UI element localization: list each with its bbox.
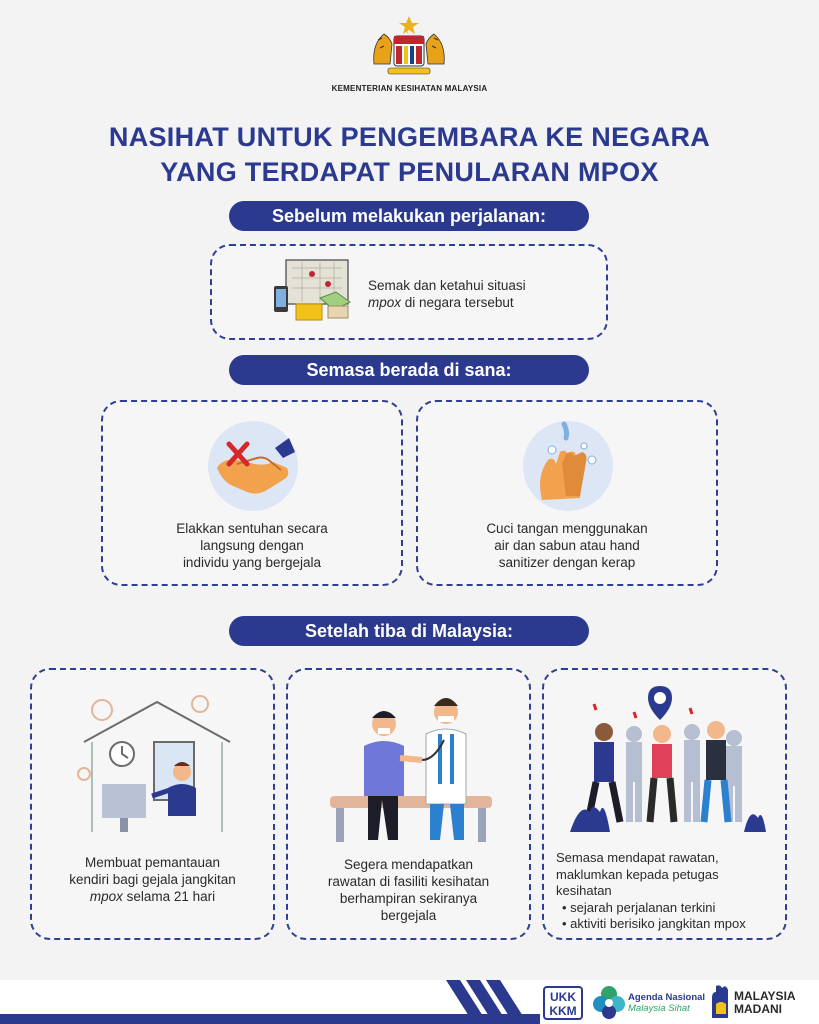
section-during-header: Semasa berada di sana: (229, 355, 589, 385)
seek-treatment-text (288, 856, 529, 924)
agenda-line-2: Malaysia Sihat (628, 1003, 690, 1014)
map-phone-icon (268, 256, 358, 328)
page-title (0, 120, 819, 190)
footer-stripes (446, 980, 546, 1024)
card-self-monitor (30, 668, 275, 940)
coat-of-arms-icon (368, 14, 450, 78)
check-line-2 (368, 294, 526, 311)
agenda-flower-icon (592, 984, 626, 1020)
agenda-nasional-logo (628, 992, 705, 1014)
doctor-patient-icon (326, 688, 496, 844)
crowd-icon (564, 682, 770, 840)
check-line-1: Semak dan ketahui situasi (368, 278, 526, 293)
wash-line-2: air dan sabun atau hand (494, 538, 640, 553)
mpox-em: mpox (368, 295, 402, 310)
ukk-text: UKK (550, 990, 576, 1004)
bullet-2-text: aktiviti berisiko jangkitan mpox (570, 916, 746, 931)
seek-line-1: Segera mendapatkan (343, 857, 474, 872)
ministry-name: KEMENTERIAN KESIHATAN MALAYSIA (331, 84, 488, 93)
card-check-situation (210, 244, 608, 340)
wash-line-3: sanitizer dengan kerap (498, 555, 636, 570)
monitor-line-2: kendiri bagi gejala jangkitan (69, 872, 236, 887)
avoid-line-3: individu yang bergejala (182, 555, 322, 570)
wash-hands-text (418, 520, 716, 571)
avoid-line-1: Elakkan sentuhan secara (176, 521, 328, 536)
madani-line-1: MALAYSIA (734, 989, 796, 1003)
malaysia-madani-logo (734, 990, 796, 1016)
seek-line-4: bergejala (380, 908, 437, 923)
monitor-line-1: Membuat pemantauan (84, 855, 221, 870)
section-before-header: Sebelum melakukan perjalanan: (229, 201, 589, 231)
avoid-line-2: langsung dengan (200, 538, 304, 553)
section-after-header: Setelah tiba di Malaysia: (229, 616, 589, 646)
madani-line-2: MADANI (734, 1002, 782, 1016)
check-line-2-rest: di negara tersebut (401, 295, 514, 310)
monitor-line-3-rest: selama 21 hari (122, 889, 216, 904)
inform-line-1: Semasa mendapat rawatan, (556, 850, 719, 865)
title-line-2: YANG TERDAPAT PENULARAN MPOX (160, 157, 659, 187)
check-situation-text (368, 277, 526, 311)
ukk-kkm-logo (543, 986, 583, 1020)
wash-line-1: Cuci tangan menggunakan (486, 521, 648, 536)
madani-hand-icon (710, 984, 732, 1020)
inform-line-3: kesihatan (556, 883, 612, 898)
seek-line-3: berhampiran sekiranya (339, 891, 478, 906)
inform-bullet-2: • aktiviti berisiko jangkitan mpox (562, 916, 746, 931)
avoid-contact-text (103, 520, 401, 571)
inform-bullet-1: • sejarah perjalanan terkini (562, 899, 716, 915)
seek-line-2: rawatan di fasiliti kesihatan (327, 874, 490, 889)
hand-wash-icon (522, 420, 614, 512)
monitor-line-3 (32, 888, 273, 905)
card-wash-hands (416, 400, 718, 586)
title-line-1: NASIHAT UNTUK PENGEMBARA KE NEGARA (108, 122, 711, 152)
inform-staff-text (556, 850, 782, 933)
bullet-1-text: sejarah perjalanan terkini (570, 899, 716, 915)
mpox-em-2: mpox (89, 889, 123, 904)
card-seek-treatment (286, 668, 531, 940)
self-monitor-icon (72, 688, 242, 838)
self-monitor-text (32, 854, 273, 905)
card-inform-staff (542, 668, 787, 940)
agenda-line-1: Agenda Nasional (628, 992, 706, 1003)
inform-line-2: maklumkan kepada petugas (556, 866, 719, 882)
no-handshake-icon (207, 420, 299, 512)
kkm-text: KKM (549, 1004, 577, 1018)
card-avoid-contact (101, 400, 403, 586)
